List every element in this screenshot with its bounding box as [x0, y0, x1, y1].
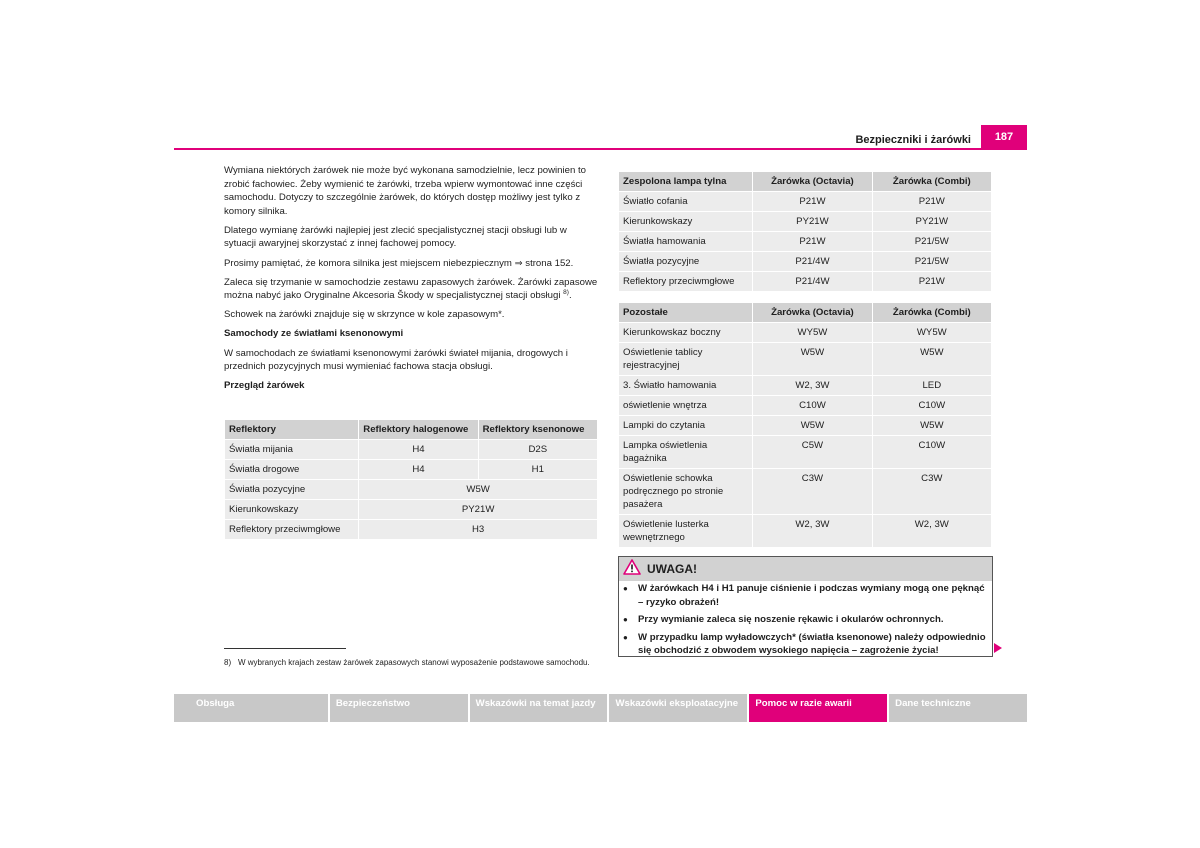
tab-pomoc-awarii[interactable]: Pomoc w razie awarii — [749, 694, 887, 722]
table-row — [619, 232, 992, 252]
footnote-text: W wybranych krajach zestaw żarówek zapasowych stanowi wyposażenie podstawowe samochodu. — [238, 658, 590, 667]
paragraph: W samochodach ze światłami ksenonowymi żarówki świateł mijania, drogowych i przednich pozycyjnych musi wymieniać fachowa stacja obsługi. — [224, 347, 568, 373]
table-cell: C10W — [872, 396, 991, 416]
table-cell: H1 — [478, 460, 597, 480]
tab-bezpieczenstwo[interactable]: Bezpieczeństwo — [330, 694, 468, 722]
table-cell: Kierunkowskaz boczny — [619, 323, 753, 343]
paragraph: Zaleca się trzymanie w samochodzie zestawu zapasowych żarówek. Żarówki zapasowe można nabyć jako Oryginalne Akcesoria Škody w specjalistycznej stacji obsługi $^{8)}$. — [224, 276, 598, 302]
tab-obsluga[interactable]: Obsługa — [174, 694, 328, 722]
table-cell: C5W — [753, 436, 872, 469]
section-title: Bezpieczniki i żarówki — [855, 134, 971, 146]
table-cell: 3. Światło hamowania — [619, 376, 753, 396]
table-cell: W5W — [753, 416, 872, 436]
table-cell: Lampki do czytania — [619, 416, 753, 436]
column-header: Żarówka (Octavia) — [753, 172, 872, 192]
table-cell: W5W — [872, 343, 991, 376]
table-cell: P21/5W — [872, 232, 991, 252]
table-cell: H4 — [359, 460, 478, 480]
chapter-tabs — [174, 694, 1027, 722]
table-row — [225, 480, 598, 500]
subheading: Przegląd żarówek — [224, 380, 305, 392]
warning-item: ● W przypadku lamp wyładowczych* (światła ksenonowe) należy odpowiednio się obchodzić z obwodem wysokiego napięcia – zagrożenie życia! — [623, 631, 988, 658]
footnote — [224, 657, 598, 668]
paragraph: Dlatego wymianę żarówki najlepiej jest zlecić specjalistycznej stacji obsługi lub w sytuacji awaryjnej skorzystać z innej fachowej pomocy. — [224, 224, 567, 250]
table-row — [225, 500, 598, 520]
table-cell: W2, 3W — [872, 515, 991, 548]
table-cell: H4 — [359, 440, 478, 460]
table-cell: C3W — [753, 469, 872, 515]
table-cell: WY5W — [872, 323, 991, 343]
table-cell: P21/4W — [753, 252, 872, 272]
column-header: Reflektory ksenonowe — [478, 420, 597, 440]
table-cell: Kierunkowskazy — [225, 500, 359, 520]
table-cell: P21/4W — [753, 272, 872, 292]
table-row — [619, 416, 992, 436]
paragraph-text: Zaleca się trzymanie w samochodzie zestawu zapasowych żarówek. Żarówki zapasowe można nabyć jako Oryginalne Akcesoria Škody w specjalistycznej stacji obsługi — [224, 276, 598, 302]
table-cell: Oświetlenie schowka podręcznego po stronie pasażera — [619, 469, 753, 515]
table-cell: C3W — [872, 469, 991, 515]
table-row — [619, 212, 992, 232]
column-header: Zespolona lampa tylna — [619, 172, 753, 192]
table-row — [619, 469, 992, 515]
table-cell: PY21W — [872, 212, 991, 232]
table-cell: LED — [872, 376, 991, 396]
table-cell: H3 — [359, 520, 598, 540]
table-row — [619, 436, 992, 469]
table-cell: C10W — [872, 436, 991, 469]
table-header-row — [619, 303, 992, 323]
table-cell: P21W — [872, 272, 991, 292]
table-cell: Oświetlenie tablicy rejestracyjnej — [619, 343, 753, 376]
tab-wskazowki-jazdy[interactable]: Wskazówki na temat jazdy — [470, 694, 608, 722]
table-cell: Światła mijania — [225, 440, 359, 460]
table-cell: P21W — [753, 192, 872, 212]
table-cell: Światła pozycyjne — [619, 252, 753, 272]
column-header: Reflektory halogenowe — [359, 420, 478, 440]
header-rule — [174, 148, 1027, 150]
warning-box — [618, 556, 993, 657]
paragraph: Schowek na żarówki znajduje się w skrzynce w kole zapasowym*. — [224, 309, 505, 321]
table-cell: W2, 3W — [753, 515, 872, 548]
warning-triangle-icon — [623, 559, 641, 580]
rear-lamp-table — [618, 171, 992, 292]
table-cell: W2, 3W — [753, 376, 872, 396]
table-cell: P21W — [872, 192, 991, 212]
warning-item: ● W żarówkach H4 i H1 panuje ciśnienie i podczas wymiany mogą one pęknąć – ryzyko obrażeń! — [623, 582, 988, 609]
table-row — [619, 343, 992, 376]
table-cell: D2S — [478, 440, 597, 460]
table-row — [619, 376, 992, 396]
table-cell: Światło cofania — [619, 192, 753, 212]
page-number: 187 — [981, 125, 1027, 149]
table-cell: Kierunkowskazy — [619, 212, 753, 232]
table-cell: W5W — [872, 416, 991, 436]
table-row — [225, 440, 598, 460]
table-header-row — [225, 420, 598, 440]
warning-body — [619, 581, 992, 663]
other-bulbs-table — [618, 302, 992, 548]
tab-dane-techniczne[interactable]: Dane techniczne — [889, 694, 1027, 722]
column-header: Żarówka (Combi) — [872, 303, 991, 323]
column-header: Żarówka (Combi) — [872, 172, 991, 192]
column-header: Pozostałe — [619, 303, 753, 323]
next-page-arrow-icon[interactable] — [994, 643, 1002, 653]
table-cell: PY21W — [753, 212, 872, 232]
table-row — [225, 520, 598, 540]
warning-title: UWAGA! — [647, 562, 697, 576]
table-cell: C10W — [753, 396, 872, 416]
tab-wskazowki-eksploatacyjne[interactable]: Wskazówki eksploatacyjne — [609, 694, 747, 722]
table-cell: W5W — [359, 480, 598, 500]
column-header: Żarówka (Octavia) — [753, 303, 872, 323]
paragraph: Prosimy pamiętać, że komora silnika jest miejscem niebezpiecznym ⇒ strona 152. — [224, 257, 574, 269]
table-cell: Oświetlenie lusterka wewnętrznego — [619, 515, 753, 548]
subheading: Samochody ze światłami ksenonowymi — [224, 328, 404, 340]
table-row — [619, 396, 992, 416]
table-cell: WY5W — [753, 323, 872, 343]
warning-item: ● Przy wymianie zaleca się noszenie rękawic i okularów ochronnych. — [623, 613, 988, 627]
table-cell: oświetlenie wnętrza — [619, 396, 753, 416]
table-row — [619, 192, 992, 212]
table-cell: Reflektory przeciwmgłowe — [619, 272, 753, 292]
footnote-number: 8) — [224, 658, 232, 667]
warning-header — [619, 557, 992, 581]
table-row — [619, 272, 992, 292]
table-cell: Reflektory przeciwmgłowe — [225, 520, 359, 540]
headlights-table — [224, 419, 598, 540]
table-header-row — [619, 172, 992, 192]
table-row — [619, 515, 992, 548]
left-column — [224, 164, 600, 398]
table-cell: P21/5W — [872, 252, 991, 272]
footnote-rule — [224, 648, 346, 649]
table-cell: Światła hamowania — [619, 232, 753, 252]
table-cell: W5W — [753, 343, 872, 376]
table-row — [619, 323, 992, 343]
table-cell: PY21W — [359, 500, 598, 520]
column-header: Reflektory — [225, 420, 359, 440]
table-cell: P21W — [753, 232, 872, 252]
table-cell: Światła pozycyjne — [225, 480, 359, 500]
table-cell: Lampka oświetlenia bagażnika — [619, 436, 753, 469]
footnote-ref[interactable]: 8) — [563, 289, 569, 297]
paragraph: Wymiana niektórych żarówek nie może być wykonana samodzielnie, lecz powinien to zrobić fachowiec. Żeby wymienić te żarówki, trzeba wpierw wymontować inne części samochodu. Dotyczy to szczególnie żarówek, do których dostęp możliwy jest tylko z komory silnika. — [224, 165, 586, 217]
table-row — [619, 252, 992, 272]
table-row — [225, 460, 598, 480]
table-cell: Światła drogowe — [225, 460, 359, 480]
